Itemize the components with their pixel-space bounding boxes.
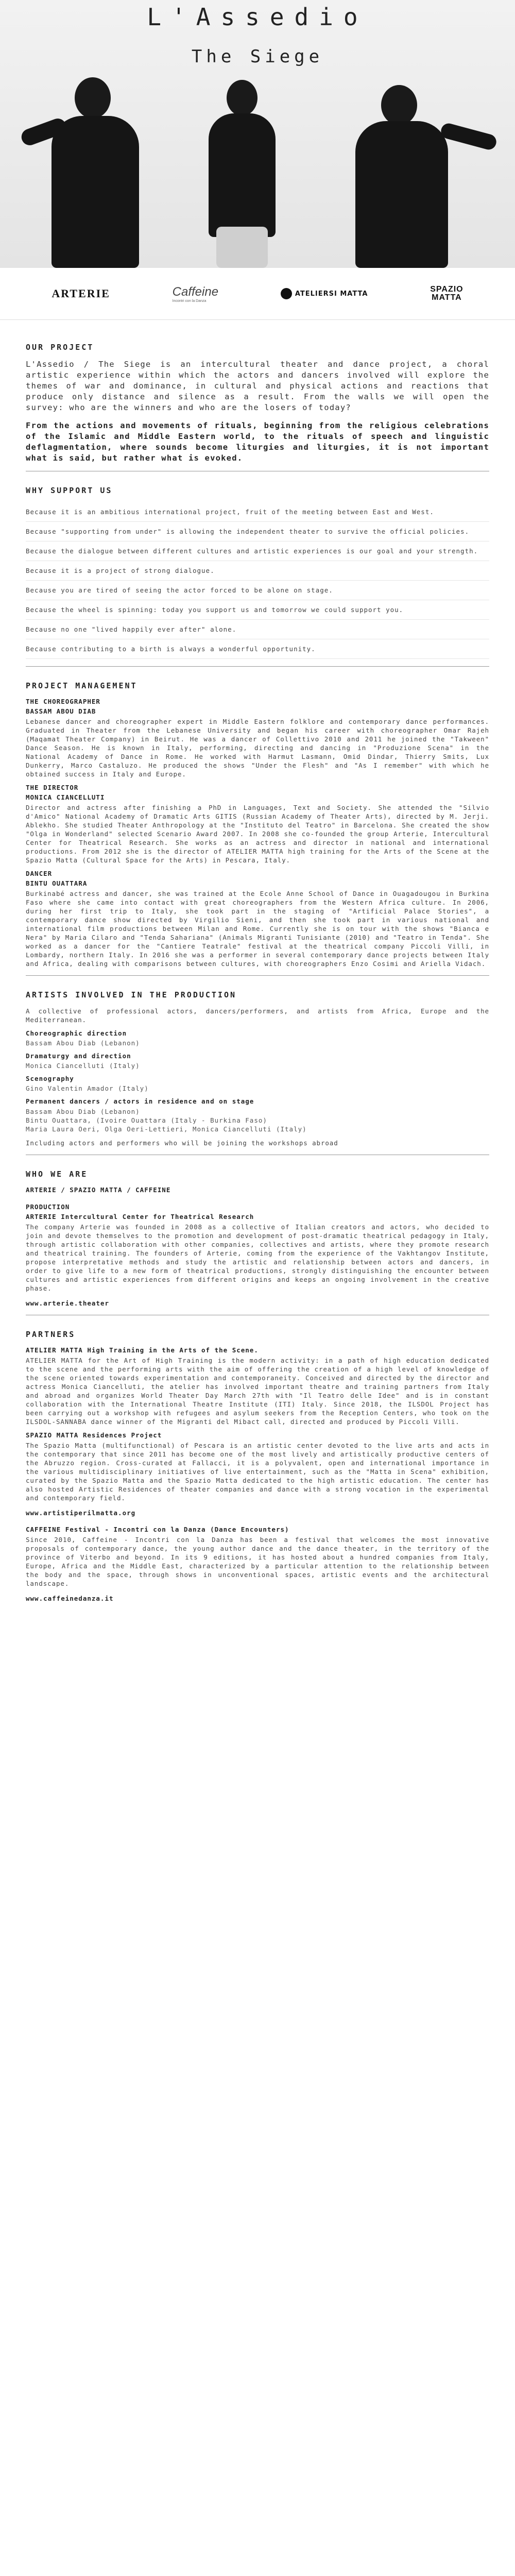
partner-logos bbox=[0, 268, 515, 320]
hero-title: L'Assedio bbox=[147, 3, 368, 31]
spazio-matta-logo bbox=[430, 285, 463, 302]
atelier-matta-logo bbox=[281, 288, 368, 299]
arterie-link[interactable]: www.arterie.theater bbox=[26, 1299, 109, 1307]
performer-head bbox=[75, 77, 111, 118]
project-paragraph: L'Assedio / The Siege is an intercultural theater and dance project, a choral artistic experience within which the actors and dancers involved will explore the themes of war and dominance, in cultural and physical actions and reactions that produce only distance and silence as a result. From the walls we will open the survey: who are the winners and who are the losers of today? bbox=[26, 360, 489, 412]
partners-section bbox=[0, 1315, 515, 1603]
atelier-bio: ATELIER MATTA for the Art of High Training is the modern activity: in a path of high education dedicated to the scene and the performing arts with the aim of offering the creation of a high level of knowledge of the scene oriented towards experimentation and contemporaneity. Conceived and directed by the director and actress Monica Ciancelluti, the atelier has involved important theatre and training partners from Italy and abroad and organizes World Theater Day March 27th with "Il Teatro delle Idee" and is in constant collaboration with the International Theatre Institute (ITI) Italy. Since 2018, the ILSDOL Project has been carrying out a workshop with refugees and asylum seekers from the Reception Centers, who took on the ILSDOL-SANNABA dance winner of the Migranti del Mibact call, directed and produced by Piccoli Villi. bbox=[26, 1357, 489, 1426]
performer-head bbox=[227, 80, 258, 116]
artists-intro: A collective of professional actors, dancers/performers, and artists from Africa, Europe and the Mediterranean. bbox=[26, 1007, 489, 1024]
partners-heading: PARTNERS bbox=[26, 1330, 76, 1339]
why-item: Because the wheel is spinning: today you support us and tomorrow we could support you. bbox=[26, 600, 489, 620]
arterie-logo bbox=[52, 287, 110, 300]
atelier-title: ATELIER MATTA High Training in the Arts of the Scene. bbox=[26, 1346, 259, 1354]
arterie-logo-text: ARTERIE bbox=[52, 287, 110, 300]
artists-heading: ARTISTS INVOLVED IN THE PRODUCTION bbox=[26, 990, 237, 999]
who-section bbox=[0, 1155, 515, 1315]
project-paragraph: From the actions and movements of rituals, beginning from the religious celebrations of the Islamic and Middle Eastern world, to the rituals of speech and linguistic deflagmentation, where sounds become liturgies and liturgies, it is not important what is said, but rather what is evoked. bbox=[26, 421, 489, 463]
spazio-logo-text: SPAZIO MATTA bbox=[430, 285, 464, 302]
performer-legs bbox=[216, 227, 268, 268]
dramaturgy-title: Dramaturgy and direction bbox=[26, 1052, 131, 1060]
director-role: THE DIRECTOR bbox=[26, 784, 79, 791]
spazio-bio: The Spazio Matta (multifunctional) of Pescara is an artistic center devoted to the live arts and acts in the contemporary that since 2011 has become one of the most lively and artistically productive centers of the Abruzzo region. Cross-curated at Fallacci, it is a polyvalent, open and international importance in the various multidisciplinary initiatives of live entertainment, such as the "Matta in Scena" exhibition, curated by the Spazio Matta and the Spazio Matta dedicated to the high artistic education. The center has also hosted Artistic Residences of theater companies and dance with a strong vocation in the experimental and contemporary field. bbox=[26, 1442, 489, 1502]
director-bio: Director and actress after finishing a PhD in Languages, Text and Society. She attended the "Silvio d'Amico" National Academy of Dramatic Arts GITIS (Russian Academy of Theater Arts), directed by M. Jerji. Ablekho. She studied Theater Anthropology at the "Instituto del Teatro" in Barcelona. She created the show "Olga in Wonderland" selected Scenario Award 2007. In 2008 she co-founded the group Arterie, Intercultural Center for Theatrical Research. She works as an actress and director in national and international productions. From 2012 she is the director of ATELIER MATTA high training for the Arts of the Scene at the Spazio Matta (Cultural Space for the Arts) in Pescara, Italy. bbox=[26, 804, 489, 864]
project-heading: OUR PROJECT bbox=[26, 343, 94, 352]
spazio-link[interactable]: www.artistiperilmatta.org bbox=[26, 1509, 136, 1517]
why-item: Because it is a project of strong dialogue. bbox=[26, 561, 489, 581]
project-section bbox=[0, 320, 515, 471]
production-name: ARTERIE Intercultural Center for Theatrical Research bbox=[26, 1213, 254, 1221]
who-line: ARTERIE / SPAZIO MATTA / CAFFEINE bbox=[26, 1186, 171, 1194]
performer-head bbox=[381, 85, 417, 125]
performer-silhouette bbox=[52, 116, 139, 268]
production-title: PRODUCTION bbox=[26, 1203, 70, 1211]
caffeine-bio: Since 2010, Caffeine - Incontri con la Danza has been a festival that welcomes the most innovative proposals of contemporary dance, the young author dance and the dance theater, in the territory of the province of Viterbo and beyond. In its 9 editions, it has hosted about a hundred companies from Italy, Europe, Africa and the Middle East, characterized by a particular attention to the relationship between the body and the space, through shows in unconventional spaces, artistic events and the architectural landscape. bbox=[26, 1536, 489, 1587]
director-name: MONICA CIANCELLUTI bbox=[26, 793, 105, 801]
who-heading: WHO WE ARE bbox=[26, 1170, 88, 1179]
dramaturgy-name: Monica Ciancelluti (Italy) bbox=[26, 1062, 140, 1070]
choreographer-role: THE CHOREOGRAPHER bbox=[26, 698, 100, 705]
choreographer-name: BASSAM ABOU DIAB bbox=[26, 707, 96, 715]
why-item: Because you are tired of seeing the actor forced to be alone on stage. bbox=[26, 581, 489, 600]
why-heading: WHY SUPPORT US bbox=[26, 486, 113, 495]
permanent-names: Bassam Abou Diab (Lebanon) Bintu Ouattara, (Ivoire Ouattara (Italy - Burkina Faso) Maria Laura Oeri, Olga Oeri-Lettieri, Monica Ciancelluti (Italy) bbox=[26, 1108, 307, 1133]
choreographic-title: Choreographic direction bbox=[26, 1029, 127, 1037]
management-heading: PROJECT MANAGEMENT bbox=[26, 681, 138, 690]
atelier-mark-icon bbox=[281, 288, 292, 299]
why-list bbox=[26, 502, 489, 659]
why-item: Because the dialogue between different cultures and artistic experiences is our goal and your strength. bbox=[26, 541, 489, 561]
why-section bbox=[0, 471, 515, 667]
hero-subtitle: The Siege bbox=[191, 46, 324, 67]
scenography-name: Gino Valentin Amador (Italy) bbox=[26, 1084, 149, 1092]
caffeine-link[interactable]: www.caffeinedanza.it bbox=[26, 1595, 114, 1602]
performer-arm bbox=[439, 122, 498, 151]
scenography-title: Scenography bbox=[26, 1075, 74, 1082]
dancer-name: BINTU OUATTARA bbox=[26, 879, 88, 887]
artists-section bbox=[0, 976, 515, 1155]
why-item: Because no one "lived happily ever after" alone. bbox=[26, 620, 489, 639]
why-item: Because "supporting from under" is allowing the independent theater to survive the official policies. bbox=[26, 522, 489, 541]
why-item: Because contributing to a birth is always a wonderful opportunity. bbox=[26, 639, 489, 659]
atelier-logo-text: ATELIERSI MATTA bbox=[295, 290, 368, 298]
caffeine-title: CAFFEINE Festival - Incontri con la Danza (Dance Encounters) bbox=[26, 1526, 289, 1533]
choreographic-name: Bassam Abou Diab (Lebanon) bbox=[26, 1039, 140, 1047]
spazio-title: SPAZIO MATTA Residences Project bbox=[26, 1431, 162, 1439]
caffeine-tagline: Incontri con la Danza bbox=[172, 299, 207, 303]
choreographer-bio: Lebanese dancer and choreographer expert in Middle Eastern folklore and contemporary dance performances. Graduated in Theater from the Lebanese University and began his career with choreographer Omar Rajeh (Maqamat Theater Company) in Beirut. He was a dancer of Collettivo 2010 and 2011 he joined the "Takween" Dance Season. He is known in Italy, performing, directing and dancing in "Produzione Scena" in the National Academy of Dance in Rome. He worked with Harmut Lasmann, Omid Dindar, Thierry Smits, Lux Dunkerry, Marco Castaluzo. He produced the shows "Under the Flesh" and "As I remember" with which he obtained success in Italy and Europe. bbox=[26, 718, 489, 778]
artists-closing: Including actors and performers who will be joining the workshops abroad bbox=[26, 1139, 338, 1147]
hero-banner bbox=[0, 0, 515, 268]
production-bio: The company Arterie was founded in 2008 as a collective of Italian creators and actors, who decided to join and devote themselves to the promotion and development of post-dramatic theatrical pedagogy in Italy, through artistic collaboration with other companies, collectives and artists, where they promote research and theatrical training. The founders of Arterie, coming from the experience of the Vakhtangov Institute, propose interpretative methods and study the artistic and relationship between actors and dancers, in order to give life to a new form of theatrical productions, strongly distinguishing the encounter between cultures and artistic experiences from different origins and keeps an ongoing involvement in the creative phase. bbox=[26, 1223, 489, 1292]
performer-silhouette bbox=[355, 121, 448, 268]
why-item: Because it is an ambitious international project, fruit of the meeting between East and West. bbox=[26, 502, 489, 522]
dancer-bio: Burkinabé actress and dancer, she was trained at the Ecole Anne School of Dance in Ouagadougou in Burkina Faso where she came into contact with great choreographers from the Western Africa culture. In 2006, during her first trip to Italy, she took part in the staging of "Artificial Palace Stories", a contemporary dance show directed by Virgilio Sieni, and then she took part in various national and international film productions between Milan and Rome. Currently she is on tour with the shows "Bianca e Nera" by Maria Cilaro and "Tenda Sahariana" (Animals Migranti Tunisiante (2010) and "Teatro in Tenda". She worked as a dancer for the "Cantiere Teatrale" festival at the theatrical company Piccoli Villi, in Lombardy, northern Italy. In 2016 she was a performer in several contemporary dance projects between Italy and Africa, dealing with comparisons between cultures, with choreographers Enzo Cosimi and Ariella Vidach. bbox=[26, 890, 489, 968]
permanent-title: Permanent dancers / actors in residence and on stage bbox=[26, 1097, 254, 1105]
performer-silhouette bbox=[209, 113, 276, 237]
caffeine-logo-text: Caffeine bbox=[172, 284, 219, 299]
dancer-role: DANCER bbox=[26, 870, 53, 877]
management-section bbox=[0, 667, 515, 976]
caffeine-logo bbox=[173, 285, 218, 303]
